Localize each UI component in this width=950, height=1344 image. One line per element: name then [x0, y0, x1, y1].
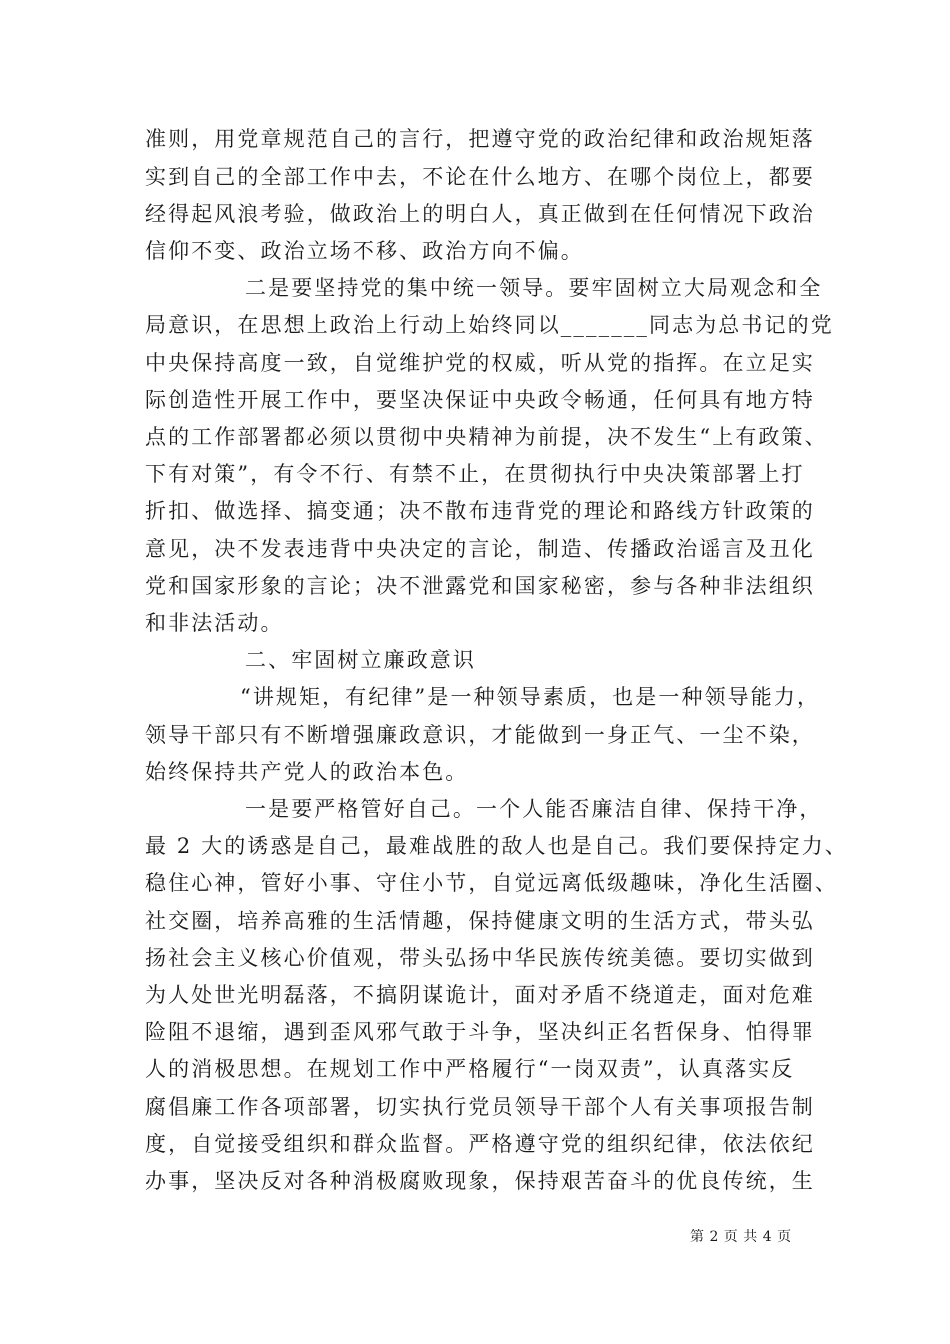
text-line: 党和国家形象的言论；决不泄露党和国家秘密，参与各种非法组织	[145, 574, 815, 598]
text-line: 最 2 大的诱惑是自己，最难战胜的敌人也是自己。我们要保持定力、	[145, 834, 848, 858]
text-line: 为人处世光明磊落，不搞阴谋诡计，面对矛盾不绕道走，面对危难	[145, 983, 815, 1007]
text-line: 社交圈，培养高雅的生活情趣，保持健康文明的生活方式，带头弘	[145, 909, 815, 933]
text-line: 险阻不退缩，遇到歪风邪气敢于斗争，坚决纠正名哲保身、怕得罪	[145, 1020, 815, 1044]
text-line: 度，自觉接受组织和群众监督。严格遵守党的组织纪律，依法依纪	[145, 1132, 815, 1156]
text-line: 扬社会主义核心价值观，带头弘扬中华民族传统美德。要切实做到	[145, 946, 815, 970]
text-line: 意见，决不发表违背中央决定的言论，制造、传播政治谣言及丑化	[145, 537, 815, 561]
text-line: 腐倡廉工作各项部署，切实执行党员领导干部个人有关事项报告制	[145, 1095, 815, 1119]
page-number-footer: 第 2 页 共 4 页	[690, 1229, 792, 1245]
text-line: 准则，用党章规范自己的言行，把遵守党的政治纪律和政治规矩落	[145, 127, 815, 151]
text-line: 信仰不变、政治立场不移、政治方向不偏。	[145, 239, 584, 263]
text-line: 际创造性开展工作中，要坚决保证中央政令畅通，任何具有地方特	[145, 388, 815, 412]
paragraph-first-line: 二是要坚持党的集中统一领导。要牢固树立大局观念和全	[245, 276, 823, 300]
text-line: 办事，坚决反对各种消极腐败现象，保持艰苦奋斗的优良传统，生	[145, 1169, 815, 1193]
text-line: 和非法活动。	[145, 611, 284, 635]
section-heading: 二、牢固树立廉政意识	[245, 648, 476, 672]
text-line: 始终保持共产党人的政治本色。	[145, 760, 469, 784]
text-line: 点的工作部署都必须以贯彻中央精神为前提，决不发生“上有政策、	[145, 425, 828, 449]
text-line: 领导干部只有不断增强廉政意识，才能做到一身正气、一尘不染，	[145, 723, 815, 747]
paragraph-first-line: 一是要严格管好自己。一个人能否廉洁自律、保持干净，	[245, 797, 823, 821]
paragraph-first-line: “讲规矩，有纪律”是一种领导素质，也是一种领导能力，	[240, 685, 821, 709]
text-line: 人的消极思想。在规划工作中严格履行“一岗双责”，认真落实反	[145, 1057, 795, 1081]
text-line: 经得起风浪考验，做政治上的明白人，真正做到在任何情况下政治	[145, 202, 815, 226]
text-line: 稳住心神，管好小事、守住小节，自觉远离低级趣味，净化生活圈、	[145, 871, 838, 895]
text-line: 折扣、做选择、搞变通；决不散布违背党的理论和路线方针政策的	[145, 499, 815, 523]
text-line: 局意识，在思想上政治上行动上始终同以_______同志为总书记的党	[145, 313, 834, 337]
text-line: 实到自己的全部工作中去，不论在什么地方、在哪个岗位上，都要	[145, 165, 815, 189]
text-line: 下有对策”，有令不行、有禁不止，在贯彻执行中央决策部署上打	[145, 462, 805, 486]
text-line: 中央保持高度一致，自觉维护党的权威，听从党的指挥。在立足实	[145, 351, 815, 375]
